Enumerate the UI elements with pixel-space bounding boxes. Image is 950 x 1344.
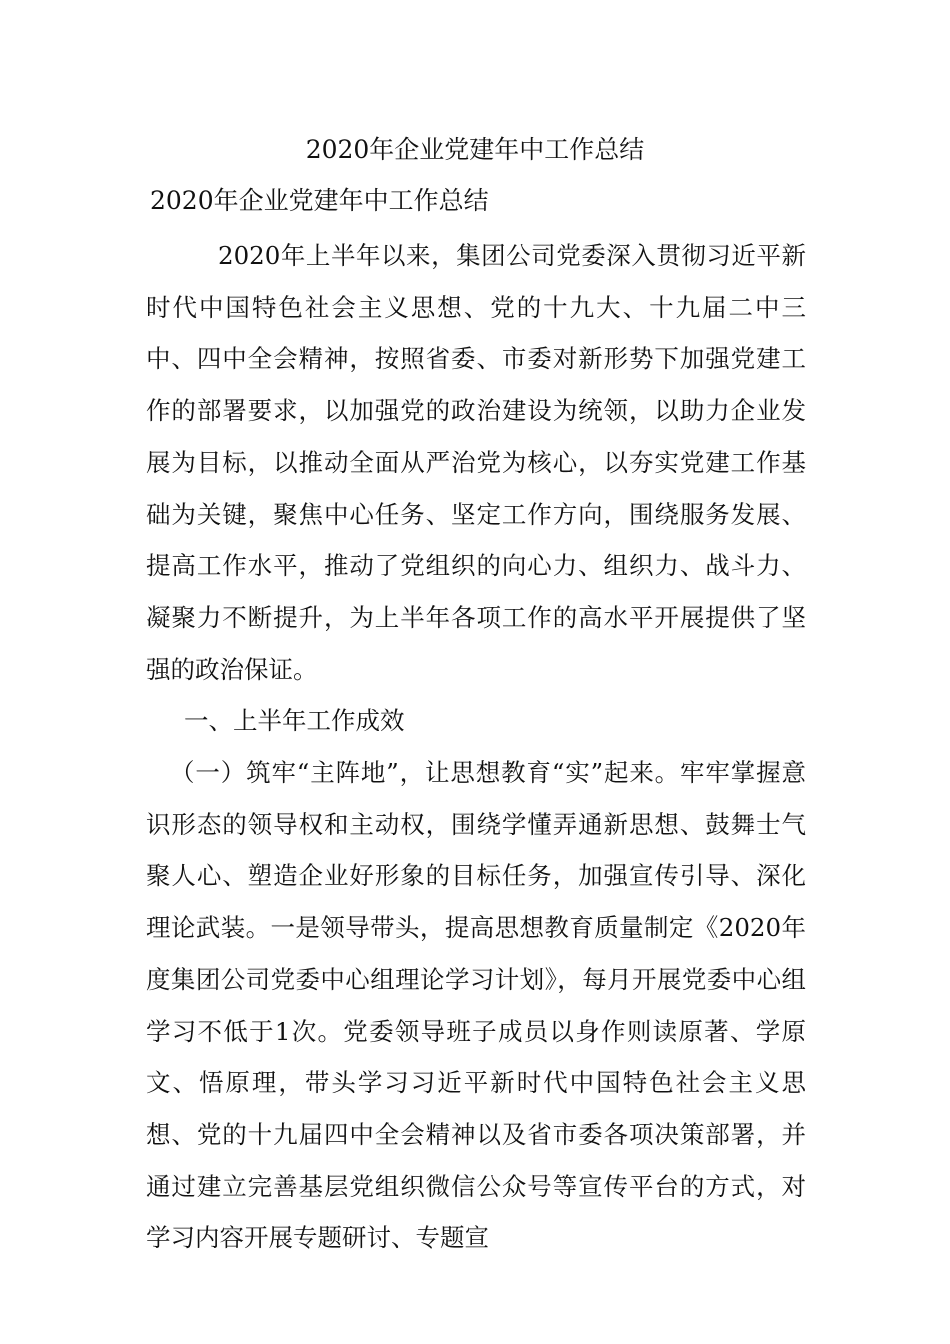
document-title: 2020年企业党建年中工作总结 [305, 135, 645, 164]
paragraph-intro: 2020年上半年以来，集团公司党委深入贯彻习近平新时代中国特色社会主义思想、党的十九大、十九届二中三中、四中全会精神，按照省委、市委对新形势下加强党建工作的部署要求，以加强党的政治建设为统领，以助力企业发展为目标，以推动全面从严治党为核心，以夯实党建工作基础为关键，聚焦中心任务、坚定工作方向，围绕服务发展、提高工作水平，推动了党组织的向心力、组织力、战斗力、凝聚力不断提升，为上半年各项工作的高水平开展提供了坚强的政治保证。 [146, 241, 806, 684]
document-subtitle: 2020年企业党建年中工作总结 [150, 186, 489, 215]
document-body [146, 230, 806, 1264]
paragraph-section-1: （一）筑牢“主阵地”，让思想教育“实”起来。牢牢掌握意识形态的领导权和主动权，围绕学懂弄通新思想、鼓舞士气聚人心、塑造企业好形象的目标任务，加强宣传引导、深化理论武装。一是领导带头，提高思想教育质量制定《2020年度集团公司党委中心组理论学习计划》，每月开展党委中心组学习不低于1次。党委领导班子成员以身作则读原著、学原文、悟原理，带头学习习近平新时代中国特色社会主义思想、党的十九届四中全会精神以及省市委各项决策部署，并通过建立完善基层党组织微信公众号等宣传平台的方式，对学习内容开展专题研讨、专题宣 [146, 758, 806, 1253]
section-heading: 一、上半年工作成效 [184, 706, 405, 736]
